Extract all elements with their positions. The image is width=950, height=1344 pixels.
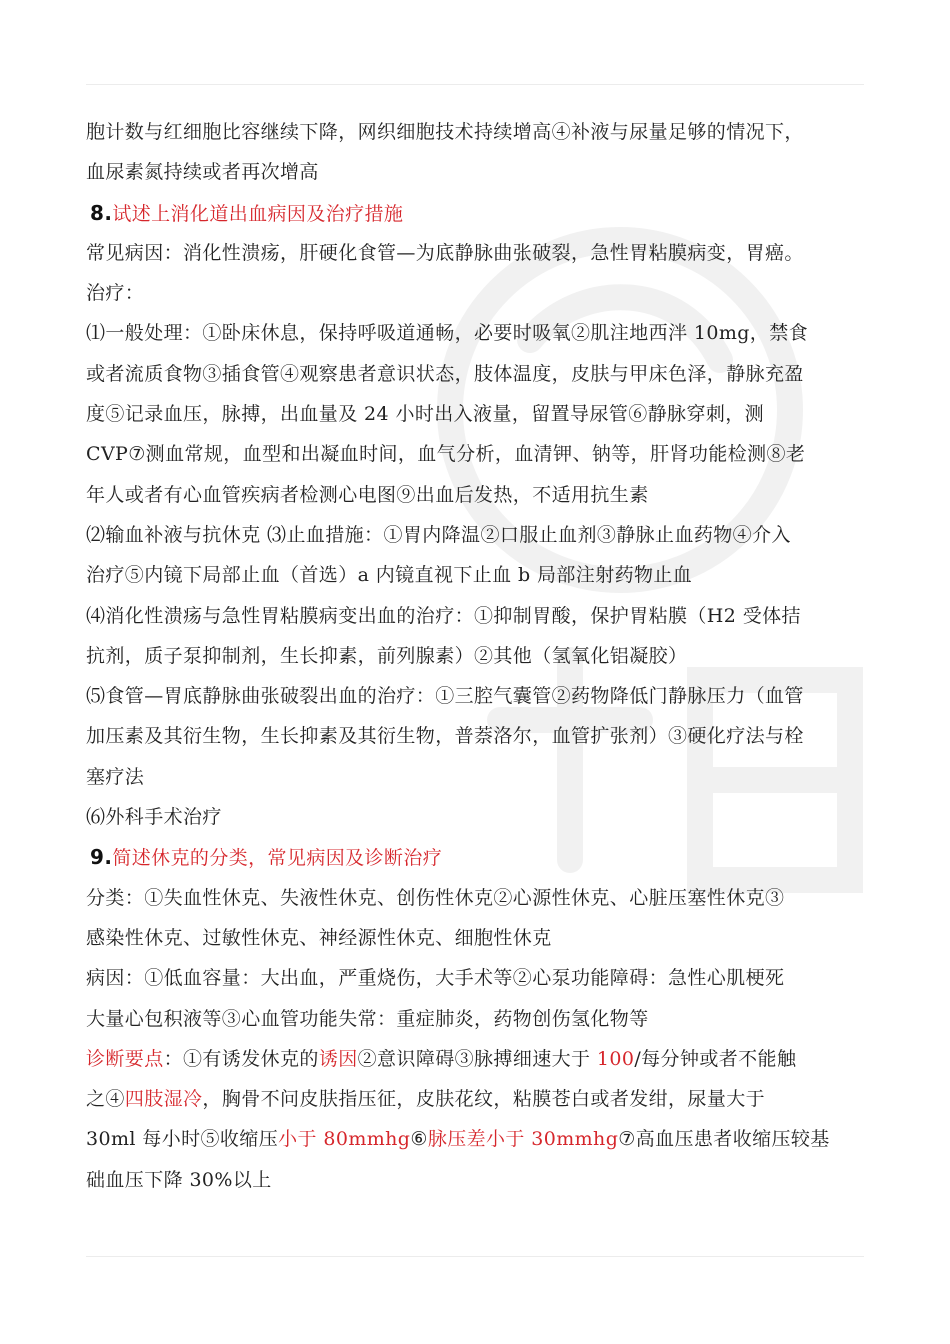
text-line: [86, 273, 870, 313]
text-segment: ②意识障碍③脉搏细速大于: [357, 1047, 597, 1070]
highlighted-text: 简述休克的分类，常见病因及诊断治疗: [112, 847, 443, 870]
text-segment: ⑦高血压患者收缩压较基: [618, 1128, 830, 1151]
text-segment: ⑸食管—胃底静脉曲张破裂出血的治疗：①三腔气囊管②药物降低门静脉压力（血管: [86, 685, 804, 708]
text-segment: 塞疗法: [86, 765, 145, 788]
text-segment: ⑵输血补液与抗休克 ⑶止血措施：①胃内降温②口服止血剂③静脉止血药物④介入: [86, 523, 791, 546]
text-segment: 血尿素氮持续或者再次增高: [86, 161, 319, 184]
text-segment: 或者流质食物③插食管④观察患者意识状态，肢体温度，皮肤与甲床色泽，静脉充盈: [86, 362, 804, 385]
text-line: [86, 757, 870, 797]
text-line: [86, 112, 870, 152]
text-line: [86, 152, 870, 192]
section-heading: [86, 193, 870, 233]
text-line: [86, 797, 870, 837]
text-line: [86, 313, 870, 353]
text-segment: 常见病因：消化性溃疡，肝硬化食管—为底静脉曲张破裂，急性胃粘膜病变，胃癌。: [86, 241, 804, 264]
section-heading: [86, 837, 870, 877]
text-line: [86, 676, 870, 716]
text-line: [86, 515, 870, 555]
text-line: [86, 555, 870, 595]
text-segment: 础血压下降 30%以上: [86, 1168, 272, 1191]
text-line: [86, 1039, 870, 1079]
text-line: [86, 596, 870, 636]
text-segment: 治疗⑤内镜下局部止血（首选）a 内镜直视下止血 b 局部注射药物止血: [86, 564, 693, 587]
text-segment: 分类：①失血性休克、失液性休克、创伤性休克②心源性休克、心脏压塞性休克③: [86, 886, 785, 909]
text-segment: ⑹外科手术治疗: [86, 806, 222, 829]
text-line: [86, 1119, 870, 1159]
highlighted-text: 诱因: [318, 1047, 358, 1070]
text-segment: 抗剂，质子泵抑制剂，生长抑素，前列腺素）②其他（氢氧化铝凝胶）: [86, 644, 688, 667]
text-line: [86, 434, 870, 474]
text-line: [86, 475, 870, 515]
text-segment: 30ml 每小时⑤收缩压: [86, 1128, 279, 1151]
text-line: [86, 394, 870, 434]
text-line: [86, 354, 870, 394]
section-number: 8.: [90, 200, 113, 225]
text-segment: 度⑤记录血压，脉搏，出血量及 24 小时出入液量，留置导尿管⑥静脉穿刺，测: [86, 403, 765, 426]
highlighted-text: 脉压差小于 30mmhg: [427, 1128, 619, 1151]
text-segment: 病因：①低血容量：大出血，严重烧伤，大手术等②心泵功能障碍：急性心肌梗死: [86, 967, 785, 990]
text-line: [86, 918, 870, 958]
text-segment: 年人或者有心血管疾病者检测心电图⑨出血后发热，不适用抗生素: [86, 483, 649, 506]
highlighted-text: 诊断要点: [86, 1047, 164, 1070]
text-line: [86, 716, 870, 756]
section-number: 9.: [90, 845, 113, 870]
text-segment: ⑥: [410, 1128, 428, 1151]
text-line: [86, 958, 870, 998]
text-segment: 胞计数与红细胞比容继续下降，网织细胞技术持续增高④补液与尿量足够的情况下，: [86, 121, 804, 143]
text-segment: 感染性休克、过敏性休克、神经源性休克、细胞性休克: [86, 926, 552, 949]
text-segment: ，胸骨不问皮肤指压征，皮肤花纹，粘膜苍白或者发绀，尿量大于: [202, 1088, 766, 1111]
highlighted-text: 小于 80mmhg: [278, 1128, 411, 1151]
text-line: [86, 1079, 870, 1119]
text-line: [86, 1160, 870, 1200]
text-line: [86, 636, 870, 676]
top-divider: [86, 84, 864, 85]
text-segment: ⑴一般处理：①卧床休息，保持呼吸道通畅，必要时吸氧②肌注地西泮 10mg，禁食: [86, 322, 808, 345]
text-segment: 加压素及其衍生物，生长抑素及其衍生物，普萘洛尔，血管扩张剂）③硬化疗法与栓: [86, 725, 804, 748]
text-segment: 治疗：: [86, 282, 145, 305]
bottom-divider: [86, 1256, 864, 1257]
text-segment: CVP⑦测血常规，血型和出凝血时间，血气分析，血清钾、钠等，肝肾功能检测⑧老: [86, 443, 806, 466]
text-segment: ⑷消化性溃疡与急性胃粘膜病变出血的治疗：①抑制胃酸，保护胃粘膜（H2 受体拮: [86, 604, 801, 627]
text-segment: 之④: [86, 1088, 125, 1111]
text-segment: /每分钟或者不能触: [634, 1047, 797, 1070]
text-segment: 大量心包积液等③心血管功能失常：重症肺炎，药物创伤氢化物等: [86, 1007, 649, 1030]
text-line: [86, 233, 870, 273]
text-segment: ：①有诱发休克的: [163, 1047, 319, 1070]
text-line: [86, 878, 870, 918]
highlighted-text: 100: [596, 1047, 635, 1070]
text-line: [86, 999, 870, 1039]
document-body: [86, 112, 870, 1200]
highlighted-text: 试述上消化道出血病因及治疗措施: [112, 202, 404, 225]
highlighted-text: 四肢湿冷: [124, 1088, 203, 1111]
